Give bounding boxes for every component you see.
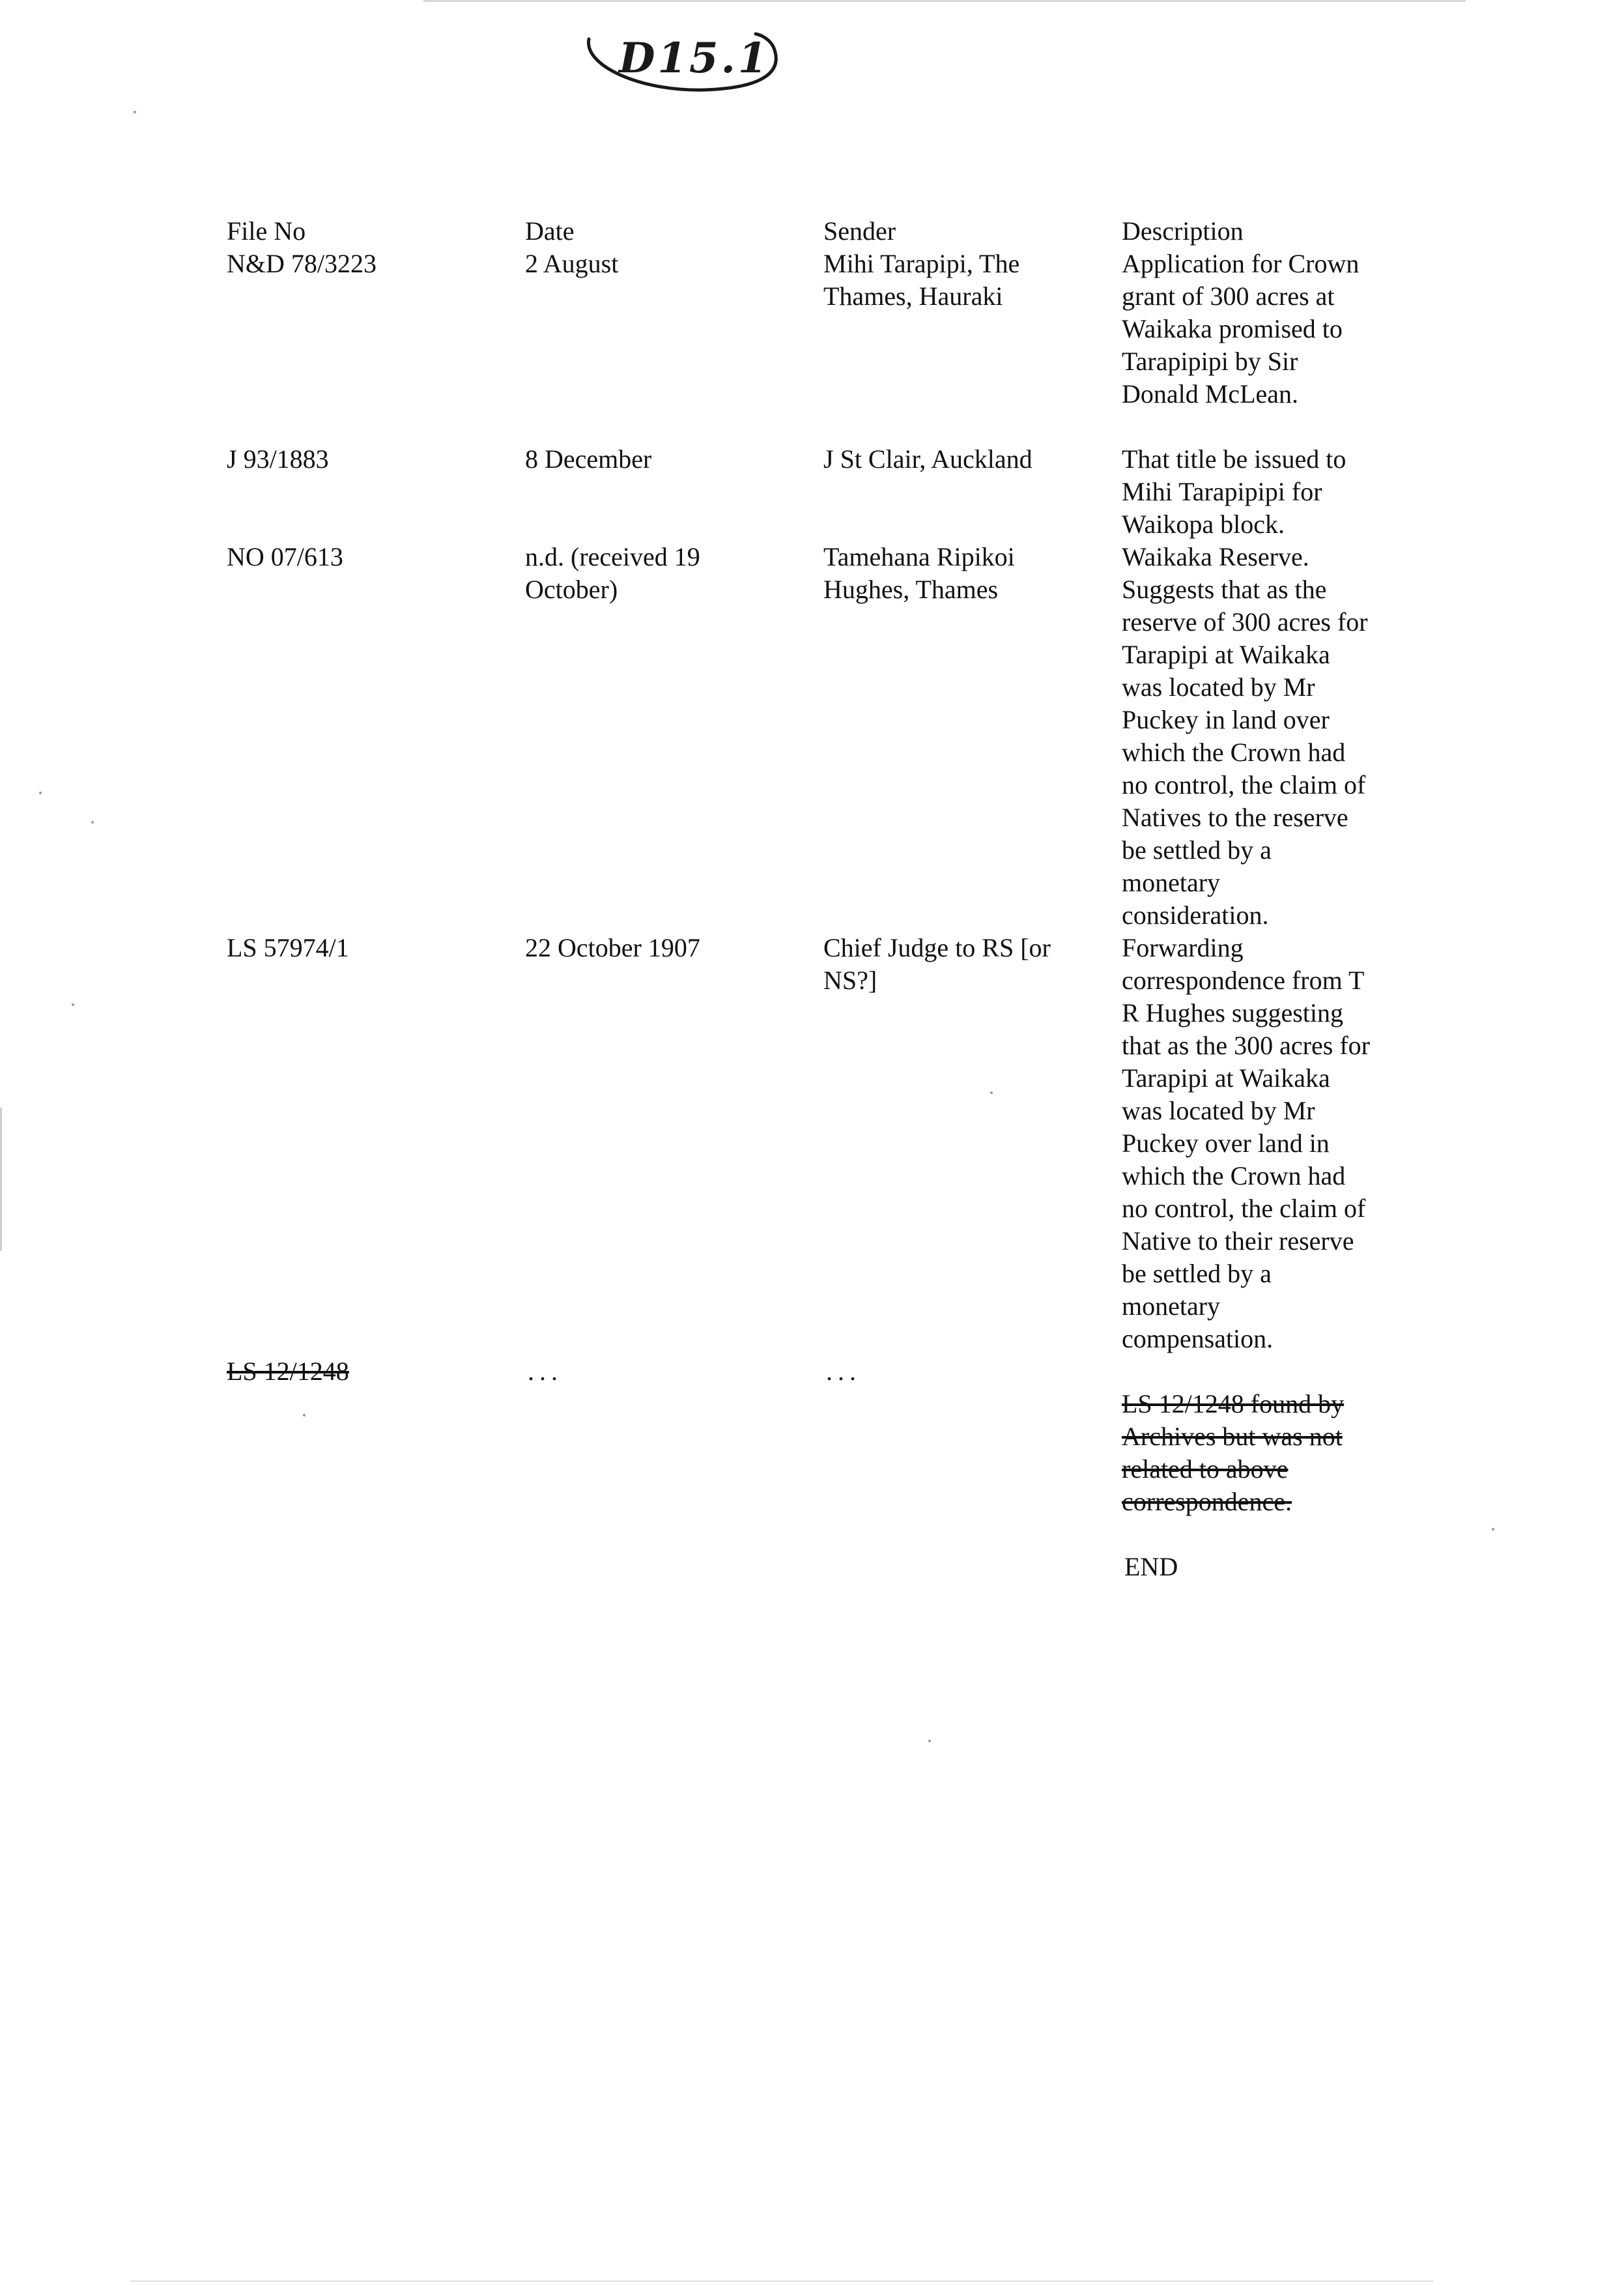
description-cell [1122, 1355, 1408, 1616]
date-cell: 2 August [525, 249, 619, 278]
table-row [227, 248, 1438, 443]
date-cell: n.d. (received 19 October) [525, 542, 700, 604]
scan-speck [134, 111, 136, 113]
header-file-no: File No [227, 216, 306, 246]
table-row [227, 443, 1438, 541]
file-no-cell: N&D 78/3223 [227, 249, 377, 278]
date-cell-ellipsis: ... [528, 1357, 563, 1386]
scan-speck [1492, 1528, 1494, 1531]
header-description: Description [1122, 216, 1244, 246]
sender-cell-ellipsis: ... [826, 1357, 861, 1386]
sender-cell: Chief Judge to RS [or NS?] [823, 933, 1051, 995]
scan-bottom-edge [130, 2280, 1433, 2282]
description-cell: Waikaka Reserve. Suggests that as the reserve of 300 acres for Tarapipi at Waikaka was located by Mr Puckey in land over which the Crown had no control, the claim of Natives to the reserve be settled by a monetary consideration. [1122, 542, 1368, 930]
date-cell: 22 October 1907 [525, 933, 700, 962]
sender-cell: Tamehana Ripikoi Hughes, Thames [823, 542, 1015, 604]
scan-speck [72, 1003, 74, 1006]
table-row-struck [227, 1355, 1438, 1616]
file-no-cell: J 93/1883 [227, 444, 329, 474]
header-sender: Sender [823, 216, 896, 246]
stamp-label: D15.1 [619, 34, 770, 83]
scan-top-edge [423, 0, 1466, 2]
correspondence-table [227, 215, 1438, 1616]
date-cell: 8 December [525, 444, 652, 474]
file-no-cell: NO 07/613 [227, 542, 343, 571]
table-row [227, 541, 1438, 932]
scan-speck [91, 821, 94, 824]
file-no-cell: LS 57974/1 [227, 933, 349, 962]
scan-speck [928, 1740, 931, 1742]
table-row [227, 932, 1438, 1355]
end-marker: END [1124, 1552, 1178, 1581]
file-no-cell-struck: LS 12/1248 [227, 1357, 349, 1386]
sender-cell: J St Clair, Auckland [823, 444, 1033, 474]
header-date: Date [525, 216, 575, 246]
description-cell: That title be issued to Mihi Tarapipipi for Waikopa block. [1122, 444, 1346, 539]
description-struck-text: LS 12/1248 found by Archives but was not related to above correspondence. [1122, 1389, 1345, 1516]
description-cell: Application for Crown grant of 300 acres at Waikaka promised to Tarapipipi by Sir Donald McLean. [1122, 249, 1360, 409]
handwritten-document-stamp [580, 26, 795, 104]
sender-cell: Mihi Tarapipi, The Thames, Hauraki [823, 249, 1020, 311]
description-cell: Forwarding correspondence from T R Hughes suggesting that as the 300 acres for Tarapipi at Waikaka was located by Mr Puckey over land in which the Crown had no control, the claim of Native to their reserve be settled by a monetary compensation. [1122, 933, 1370, 1353]
scan-left-edge [0, 1108, 2, 1251]
scan-speck [39, 792, 42, 794]
table-header-row [227, 215, 1438, 248]
